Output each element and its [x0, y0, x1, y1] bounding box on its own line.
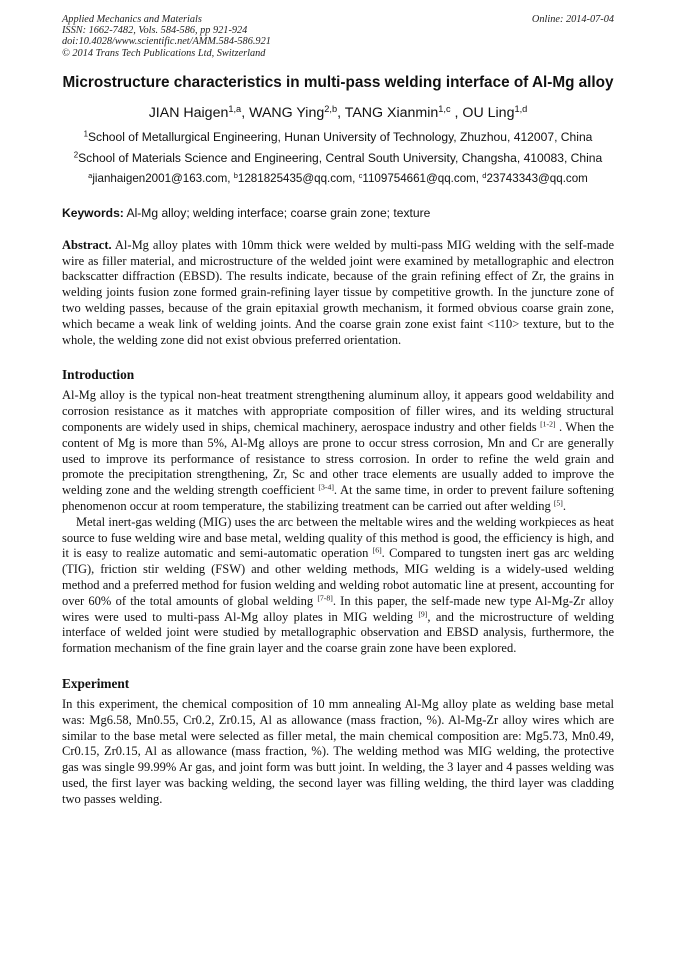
section-heading-introduction: Introduction: [62, 367, 135, 383]
paper-title: Microstructure characteristics in multi-pass welding interface of Al-Mg alloy: [62, 73, 614, 91]
email-superscript: d: [482, 170, 487, 180]
citation: [5]: [553, 498, 563, 508]
author-list: [62, 105, 614, 122]
text-run: . Compared to tungsten inert gas arc welding (TIG), friction stir welding (FSW) and other welding methods, MIG welding is a widely-used welding method and a preferred method for fusion welding and welding robot automatic line at present, accounting for over 60% of the total amounts of global welding: [62, 546, 614, 608]
author-name: TANG Xianmin: [344, 104, 439, 121]
email-superscript: b: [233, 170, 238, 180]
text-run: Metal inert-gas welding (MIG) uses the arc between the meltable wires and the welding workpieces as heat source to fuse welding wire and base metal, welding quality of this method is good, the efficiency is high, and it is easy to realize automatic and semi-automatic operation: [62, 514, 614, 561]
email-superscript: c: [358, 170, 363, 180]
author-superscript: 2,b: [324, 103, 338, 114]
text-run: .: [562, 498, 566, 513]
citation: [3-4]: [318, 482, 334, 492]
text-run: . When the content of Mg is more than 5%, Al-Mg alloys are prone to occur stress corrosion, Mn and Cr are generally used to improve its performance of resistance to stress corrosion. In order to refine the weld grain and promote the precipitation strengthening, Zr, Sc and other trace elements are usually added to improve the welding zone and the welding strength coefficient: [62, 419, 614, 498]
abstract: [62, 238, 614, 349]
experiment-body: [62, 697, 614, 808]
text-run: Al-Mg alloy is the typical non-heat treatment strengthening aluminum alloy, it appears good weldability and corrosion resistance as it matches with appropriate composition of filler wires, and its welding structural components are widely used in ships, chemical machinery, aerospace industry and other fields: [62, 388, 614, 434]
author-separator: ,: [241, 104, 250, 121]
affiliation-1: [62, 130, 614, 145]
issn-line: ISSN: 1662-7482, Vols. 584-586, pp 921-924: [62, 25, 248, 37]
author-name: JIAN Haigen: [148, 104, 229, 121]
affiliation-text: School of Materials Science and Engineering, Central South University, Changsha, 410083, China: [78, 150, 603, 165]
paragraph: [62, 515, 614, 657]
introduction-body: [62, 388, 614, 657]
copyright-line: © 2014 Trans Tech Publications Ltd, Switzerland: [62, 47, 266, 59]
author-separator: ,: [337, 104, 345, 121]
affiliation-superscript: 2: [73, 150, 79, 160]
affiliation-2: [62, 151, 614, 166]
citation: [7-8]: [317, 593, 333, 603]
running-header: [62, 14, 614, 59]
citation: [9]: [418, 608, 428, 618]
email-address: jianhaigen2001@163.com,: [92, 171, 234, 185]
keywords-label: Keywords:: [62, 205, 124, 220]
affiliation-superscript: 1: [83, 129, 88, 139]
text-run: , and the microstructure of welding interface of welded joint were studied by metallographic observation and EBSD analysis, furthermore, the formation mechanism of the fine grain layer and the coarse grain zone have been explored.: [62, 609, 614, 656]
abstract-text: Al-Mg alloy plates with 10mm thick were welded by multi-pass MIG welding with the self-made wire as filler material, and microstructure of the welded joint were examined by metallographic and electron backscatter diffraction (EBSD). The results indicate, because of the grain refining effect of Zr, the grains in welding joints fusion zone formed grain-refining layer tissue by competitive growth. In the juncture zone of two welding passes, because of the grain epitaxial growth mechanism, it formed obvious coarse grain zone, which became a weak link of welding joints. And the coarse grain zone exist faint <110> texture, but to the whole, the welding zone did not exist obvious preferred orientation.: [62, 237, 614, 347]
paper-page: [62, 14, 614, 808]
author-superscript: 1,a: [228, 103, 242, 114]
email-address: 23743343@qq.com: [486, 171, 588, 185]
online-date: Online: 2014-07-04: [531, 14, 614, 25]
section-heading-experiment: Experiment: [62, 675, 130, 691]
author-separator: ,: [450, 104, 463, 121]
citation: [1-2]: [540, 419, 556, 429]
text-run: . At the same time, in order to prevent failure softening phenomenon occur at room temperature, the stabilizing treatment can be carried out after welding: [62, 483, 614, 513]
paragraph: In this experiment, the chemical composition of 10 mm annealing Al-Mg alloy plate as welding base metal was: Mg6.58, Mn0.55, Cr0.2, Zr0.15, Al as allowance (mass fraction, %). Al-Mg-Zr alloy wires which are similar to the base metal were selected as filler metal, the main chemical composition are: Mg5.73, Mn0.49, Cr0.15, Zr0.15, Al as allowance (mass fraction, %). The welding method was MIG welding, the protective gas was single 99.99% Ar gas, and joint form was butt joint. In welding, the 3 layer and 4 passes welding was used, the first layer was backing welding, the second layer was filling welding, the third layer was cladding two passes welding.: [62, 696, 614, 806]
email-address: 1281825435@qq.com,: [237, 171, 359, 185]
text-run: . In this paper, the self-made new type Al-Mg-Zr alloy wires were used to multi-pass Al-Mg alloy plates in MIG welding: [62, 593, 615, 624]
author-name: OU Ling: [462, 104, 515, 121]
abstract-label: Abstract.: [62, 237, 112, 252]
citation: [6]: [372, 545, 382, 555]
email-list: [62, 171, 614, 186]
doi-line: doi:10.4028/www.scientific.net/AMM.584-586.921: [62, 36, 271, 48]
paragraph: [62, 388, 614, 514]
author-superscript: 1,c: [438, 103, 451, 114]
journal-name: Applied Mechanics and Materials: [62, 14, 202, 25]
author-superscript: 1,d: [514, 103, 528, 114]
keywords-text: Al-Mg alloy; welding interface; coarse grain zone; texture: [123, 205, 431, 220]
author-name: WANG Ying: [249, 104, 325, 121]
email-address: 1109754661@qq.com,: [362, 171, 483, 185]
email-superscript: a: [88, 170, 93, 180]
affiliation-text: School of Metallurgical Engineering, Hunan University of Technology, Zhuzhou, 412007, China: [87, 129, 593, 144]
keywords: [62, 206, 614, 221]
